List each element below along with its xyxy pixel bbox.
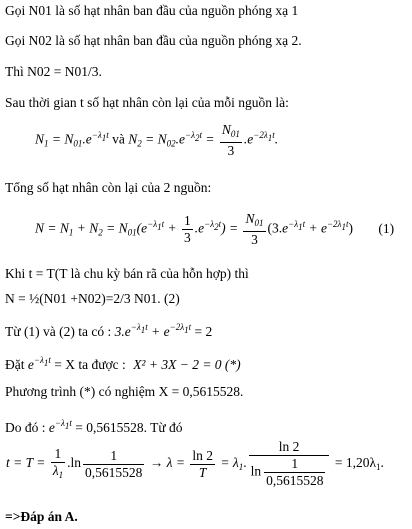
- line-11-prefix: Đặt: [5, 357, 25, 372]
- root-value-2: 0,5615528: [266, 473, 324, 488]
- text-line-8: Khi t = T(T là chu kỳ bán rã của hỗn hợp) thì: [5, 266, 249, 281]
- equation-1: $N = N_1 + N_2 = N_{01}(e^{-\lambda_1t}$ + $\frac{1}{3}$ $.e^{-\lambda_2t}$) = $\frac{N_{01}}{3}$ $(3.e^{-\lambda_1t} + e^{-2\lambda_1t})$ (1): [35, 211, 395, 247]
- equation-n1-n2: $N_1 = N_{01}.e^{-\lambda_1t}$ và $N_2 = N_{02}.e^{-\lambda_2t}$ = $\frac{N_{01}}{3}$ $.e^{-2\lambda_1t}$.: [35, 122, 279, 158]
- text-line-1: Gọi N01 là số hạt nhân ban đầu của nguồn phóng xạ 1: [5, 3, 299, 18]
- equation-final: t = T = $\frac{1}{\lambda_1}$ .ln $\frac{1}{0,5615528}$ → λ = $\frac{\ln 2}{T}$ = $\lambda_1$. ln 2 ln $\frac{1}{0,5615528}$ = $1,20\lambda_1$.: [6, 439, 384, 488]
- line-10-prefix: Từ (1) và (2) ta có :: [5, 324, 112, 339]
- text-line-10: Từ (1) và (2) ta có : $3.e^{-\lambda_1t} + e^{-2\lambda_1t} = 2$: [5, 322, 213, 339]
- line-13-mid: = 0,5615528. Từ đó: [75, 420, 183, 435]
- line-13-prefix: Do đó :: [5, 420, 46, 435]
- text-line-12: Phương trình (*) có nghiệm X = 0,5615528.: [5, 384, 244, 399]
- equation-1-tag: (1): [378, 220, 395, 236]
- root-value-1: 0,5615528: [85, 464, 143, 480]
- ln2-label-1: ln 2: [192, 447, 213, 463]
- result-value: = 1,20λ: [334, 455, 377, 471]
- text-line-3: Thì N02 = N01/3.: [5, 64, 102, 79]
- text-line-13: Do đó : $e^{-\lambda_1t} = 0,5615528$. Từ đó: [5, 418, 183, 435]
- line-11-quadratic: X² + 3X − 2 = 0 (*): [133, 357, 241, 372]
- text-line-9: N = ½(N01 +N02)=2/3 N01. (2): [5, 291, 180, 306]
- text-line-2: Gọi N02 là số hạt nhân ban đầu của nguồn phóng xạ 2.: [5, 33, 302, 48]
- text-line-4: Sau thời gian t số hạt nhân còn lại của mỗi nguồn là:: [5, 95, 289, 110]
- answer-line: =>Đáp án A.: [5, 509, 78, 524]
- line-11-mid: = X ta được :: [54, 357, 126, 372]
- text-line-6: Tổng số hạt nhân còn lại của 2 nguồn:: [5, 180, 212, 195]
- ln2-label-2: ln 2: [249, 440, 330, 456]
- and-word: và: [112, 131, 125, 147]
- text-line-11: Đặt $e^{-\lambda_1t} = X$ ta được : X² + 3X − 2 = 0 (*): [5, 355, 241, 372]
